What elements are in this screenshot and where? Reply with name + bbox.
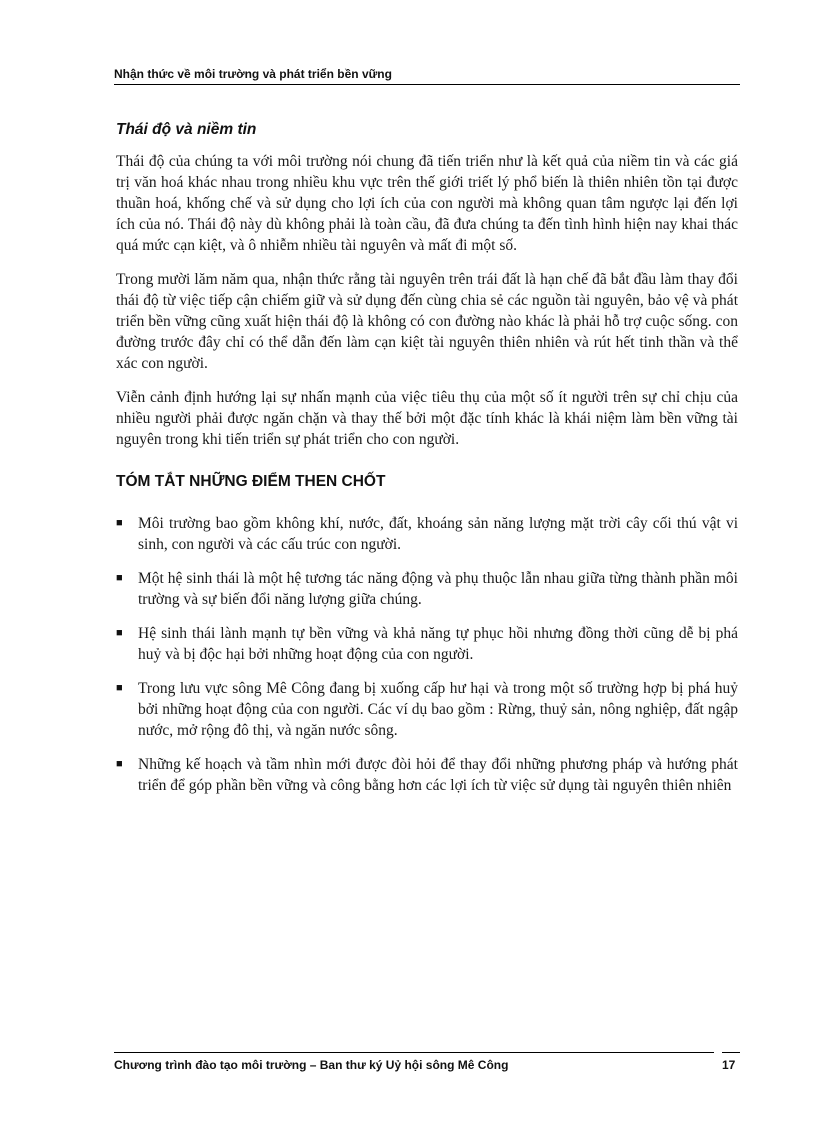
paragraph-1: Thái độ của chúng ta với môi trường nói chung đã tiến triển như là kết quả của niềm tin và các giá trị văn hoá khác nhau trong nhiều khu vực trên thế giới triết lý phổ biến là thiên nhiên tồn tại được thuần hoá, khống chế và sử dụng cho lợi ích của con người mà không quan tâm ngược lại đến lợi ích của nó. Thái độ này dù không phải là toàn cầu, đã đưa chúng ta đến tình hình hiện nay khai thác quá mức cạn kiệt, và ô nhiễm nhiều tài nguyên và mất đi một số. xyxy=(116,153,738,254)
footer-divider xyxy=(114,1052,714,1053)
paragraph-2: Trong mười lăm năm qua, nhận thức rằng tài nguyên trên trái đất là hạn chế đã bắt đầu làm thay đổi thái độ từ việc tiếp cận chiếm giữ và sử dụng đến cùng chia sẻ các nguồn tài nguyên, bảo vệ và phát triển bền vững cũng xuất hiện thái độ là không có con đường nào khác là phải hỗ trợ cuộc sống. con đường trước đây chỉ có thể dẫn đến làm cạn kiệt tài nguyên thiên nhiên và rút hết tinh thần và thể xác con người. xyxy=(116,271,738,372)
key-point-item xyxy=(116,678,738,741)
key-point-item xyxy=(116,623,738,665)
bullet-square-icon: ■ xyxy=(116,682,123,694)
paragraph-3: Viễn cảnh định hướng lại sự nhấn mạnh của việc tiêu thụ của một số ít người trên sự chỉ chịu của nhiều người phải được ngăn chặn và thay thế bởi một đặc tính khác là khái niệm làm bền vững tài nguyên trong khi tiến triển sự phát triển cho con người. xyxy=(116,389,738,448)
bullet-square-icon: ■ xyxy=(116,517,123,529)
key-point-item xyxy=(116,568,738,610)
key-point-item xyxy=(116,754,738,796)
key-point-text: Một hệ sinh thái là một hệ tương tác năng động và phụ thuộc lẫn nhau giữa từng thành phần môi trường và sự biến đổi năng lượng giữa chúng. xyxy=(138,570,738,608)
key-point-text: Hệ sinh thái lành mạnh tự bền vững và khả năng tự phục hồi nhưng đồng thời cũng dễ bị phá huỷ và bị độc hại bởi những hoạt động của con người. xyxy=(138,625,738,663)
key-point-text: Môi trường bao gồm không khí, nước, đất, khoáng sản năng lượng mặt trời cây cối thú vật vi sinh, con người và các cấu trúc con người. xyxy=(138,515,738,553)
page-content xyxy=(116,120,738,809)
bullet-square-icon: ■ xyxy=(116,627,123,639)
section-title: Thái độ và niềm tin xyxy=(116,121,257,138)
key-point-text: Trong lưu vực sông Mê Công đang bị xuống cấp hư hại và trong một số trường hợp bị phá huỷ bởi những hoạt động của con người. Các ví dụ bao gồm : Rừng, thuỷ sản, nông nghiệp, đất ngập nước, mở rộng đô thị, và ngăn nước sông. xyxy=(138,680,738,739)
header-title: Nhận thức về môi trường và phát triển bền vững xyxy=(114,67,392,81)
page-header xyxy=(114,66,740,85)
bullet-square-icon: ■ xyxy=(116,572,123,584)
page-number-divider xyxy=(722,1052,740,1053)
key-point-text: Những kế hoạch và tầm nhìn mới được đòi hỏi để thay đổi những phương pháp và hướng phát triển để góp phần bền vững và công bằng hơn các lợi ích từ việc sử dụng tài nguyên thiên nhiên xyxy=(138,756,738,794)
page-number: 17 xyxy=(722,1058,736,1072)
key-point-item xyxy=(116,513,738,555)
key-points-title: TÓM TẮT NHỮNG ĐIỂM THEN CHỐT xyxy=(116,473,386,490)
key-points-list xyxy=(116,513,738,796)
footer-text: Chương trình đào tạo môi trường – Ban thư ký Uỷ hội sông Mê Công xyxy=(114,1058,509,1072)
bullet-square-icon: ■ xyxy=(116,758,123,770)
